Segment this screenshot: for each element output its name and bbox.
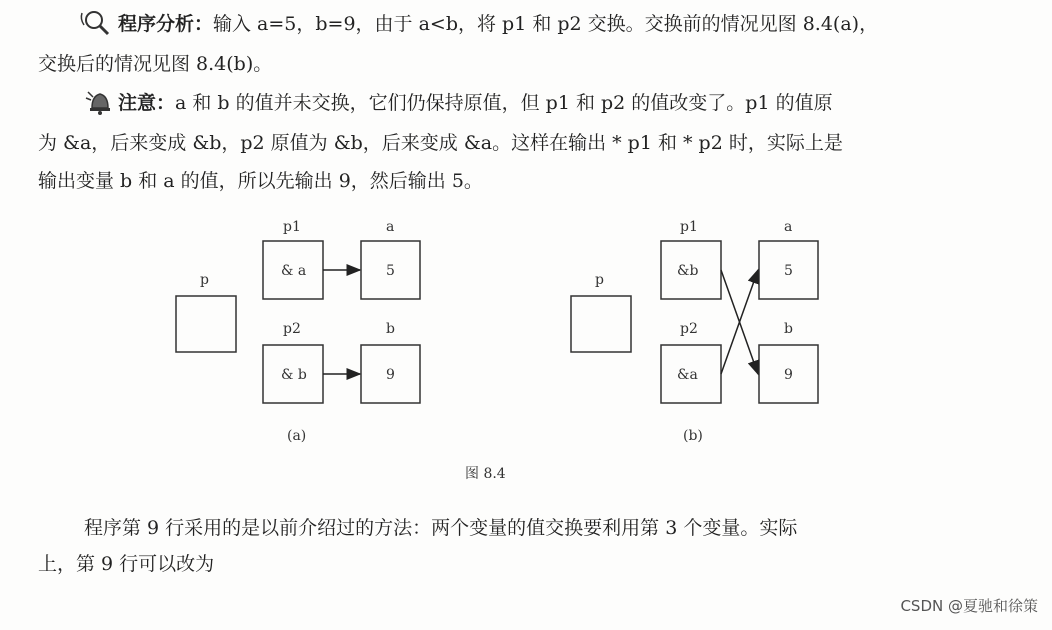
fig-b-p-box: [571, 296, 631, 352]
paragraph-line-2: 上，第 9 行可以改为: [38, 553, 215, 575]
fig-b-b-value: 9: [784, 367, 793, 383]
fig-a-p1-label: p1: [283, 219, 301, 235]
note-line-3: 输出变量 b 和 a 的值，所以先输出 9，然后输出 5。: [38, 170, 483, 192]
fig-b-p-label: p: [595, 272, 604, 288]
fig-a-b-label: b: [386, 321, 395, 337]
fig-b-p2-label: p2: [680, 321, 698, 337]
fig-b-p1-value: &b: [677, 263, 699, 279]
csdn-watermark: CSDN @夏驰和徐策: [900, 597, 1038, 615]
analysis-line-2: 交换后的情况见图 8.4(b)。: [38, 53, 273, 75]
analysis-label: 程序分析：: [118, 13, 214, 35]
fig-a-p1-value: & a: [281, 263, 307, 279]
note-line-2: 为 &a，后来变成 &b，p2 原值为 &b，后来变成 &a。这样在输出 * p1 和 * p2 时，实际上是: [38, 132, 843, 154]
fig-b-p2-value: &a: [677, 367, 698, 383]
fig-a-p2-value: & b: [281, 367, 307, 383]
fig-b-b-label: b: [784, 321, 793, 337]
fig-a-p-box: [176, 296, 236, 352]
fig-b-a-value: 5: [784, 263, 793, 279]
fig-a-p-label: p: [200, 272, 209, 288]
fig-b-p1-label: p1: [680, 219, 698, 235]
fig-b-caption: (b): [683, 428, 703, 444]
note-text: a 和 b 的值并未交换，它们仍保持原值，但 p1 和 p2 的值改变了。p1 的值原: [175, 92, 833, 114]
note-label: 注意：: [118, 92, 176, 114]
figure-title: 图 8.4: [465, 466, 506, 482]
fig-a-caption: (a): [287, 428, 307, 444]
fig-a-b-value: 9: [386, 367, 395, 383]
fig-a-a-value: 5: [386, 263, 395, 279]
fig-a-a-label: a: [386, 219, 395, 235]
analysis-text: 输入 a=5，b=9，由于 a<b，将 p1 和 p2 交换。交换前的情况见图 8.4(a)，: [213, 13, 879, 35]
fig-a-p2-label: p2: [283, 321, 301, 337]
paragraph-line-1: 程序第 9 行采用的是以前介绍过的方法：两个变量的值交换要利用第 3 个变量。实际: [84, 517, 798, 539]
fig-b-a-label: a: [784, 219, 793, 235]
